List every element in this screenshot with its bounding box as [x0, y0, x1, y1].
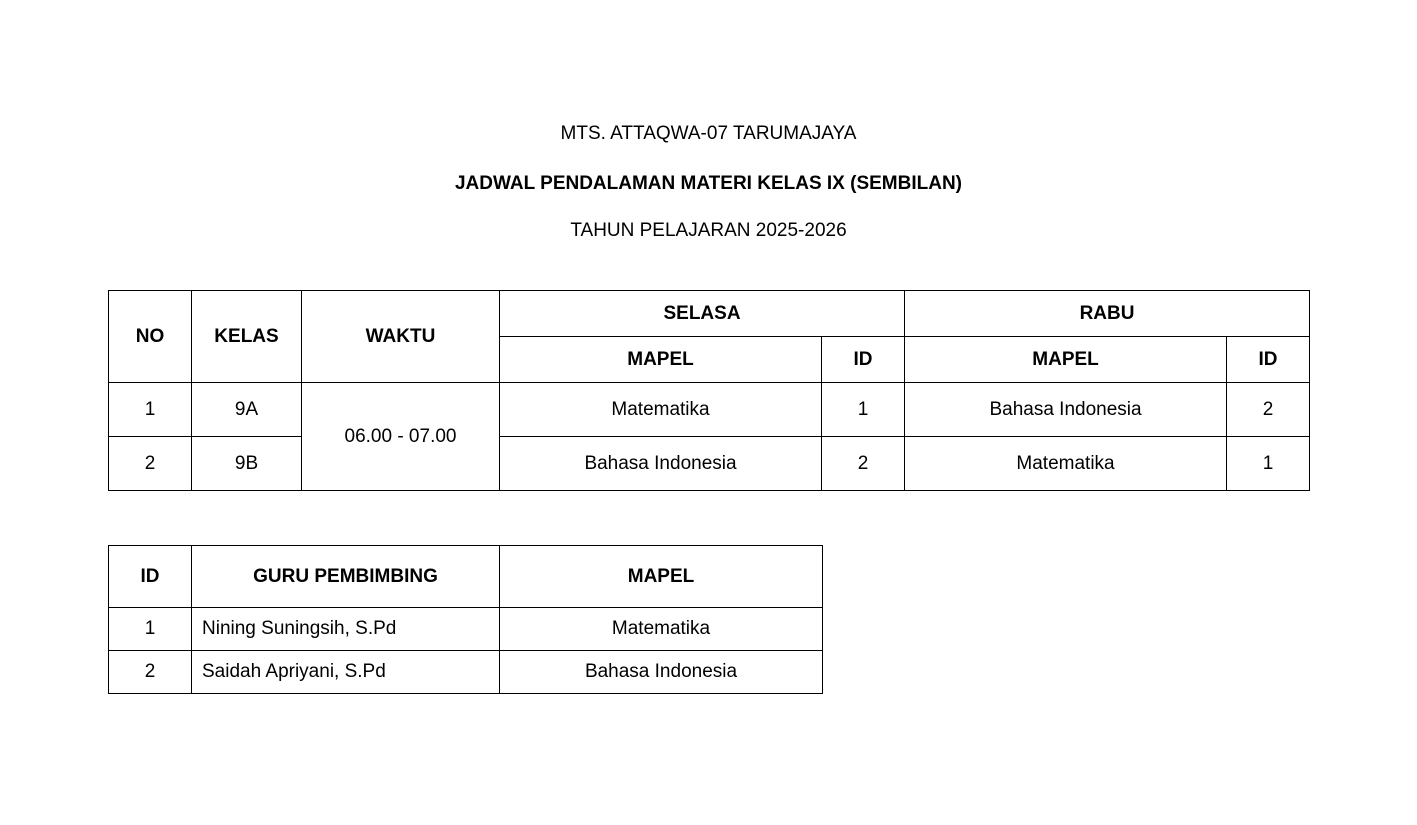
column-header-no: NO — [109, 291, 192, 383]
column-header-mapel: MAPEL — [500, 546, 823, 608]
row-mapel: Matematika — [500, 608, 823, 651]
row-selasa-mapel: Matematika — [500, 383, 822, 437]
row-rabu-mapel: Matematika — [905, 437, 1227, 491]
row-kelas: 9B — [192, 437, 302, 491]
row-no: 1 — [109, 383, 192, 437]
teacher-table — [108, 545, 823, 694]
row-id: 2 — [109, 651, 192, 694]
row-selasa-mapel: Bahasa Indonesia — [500, 437, 822, 491]
table-row — [109, 608, 823, 651]
row-waktu: 06.00 - 07.00 — [302, 383, 500, 491]
column-header-selasa-mapel: MAPEL — [500, 337, 822, 383]
column-header-selasa-id: ID — [822, 337, 905, 383]
table-row — [109, 651, 823, 694]
schedule-header-row — [109, 291, 1310, 337]
row-rabu-mapel: Bahasa Indonesia — [905, 383, 1227, 437]
column-header-id: ID — [109, 546, 192, 608]
column-header-waktu: WAKTU — [302, 291, 500, 383]
column-header-rabu-mapel: MAPEL — [905, 337, 1227, 383]
row-guru: Nining Suningsih, S.Pd — [192, 608, 500, 651]
column-header-selasa: SELASA — [500, 291, 905, 337]
row-selasa-id: 1 — [822, 383, 905, 437]
teacher-header-row — [109, 546, 823, 608]
table-row — [109, 437, 1310, 491]
table-row — [109, 383, 1310, 437]
school-name: MTS. ATTAQWA-07 TARUMAJAYA — [560, 123, 857, 144]
document-title: JADWAL PENDALAMAN MATERI KELAS IX (SEMBILAN) — [454, 173, 963, 194]
academic-year: TAHUN PELAJARAN 2025-2026 — [570, 220, 847, 241]
row-kelas: 9A — [192, 383, 302, 437]
schedule-table — [108, 290, 1310, 491]
row-rabu-id: 2 — [1227, 383, 1310, 437]
column-header-rabu-id: ID — [1227, 337, 1310, 383]
row-rabu-id: 1 — [1227, 437, 1310, 491]
column-header-guru: GURU PEMBIMBING — [192, 546, 500, 608]
column-header-rabu: RABU — [905, 291, 1310, 337]
row-id: 1 — [109, 608, 192, 651]
row-no: 2 — [109, 437, 192, 491]
row-mapel: Bahasa Indonesia — [500, 651, 823, 694]
column-header-kelas: KELAS — [192, 291, 302, 383]
row-selasa-id: 2 — [822, 437, 905, 491]
row-guru: Saidah Apriyani, S.Pd — [192, 651, 500, 694]
